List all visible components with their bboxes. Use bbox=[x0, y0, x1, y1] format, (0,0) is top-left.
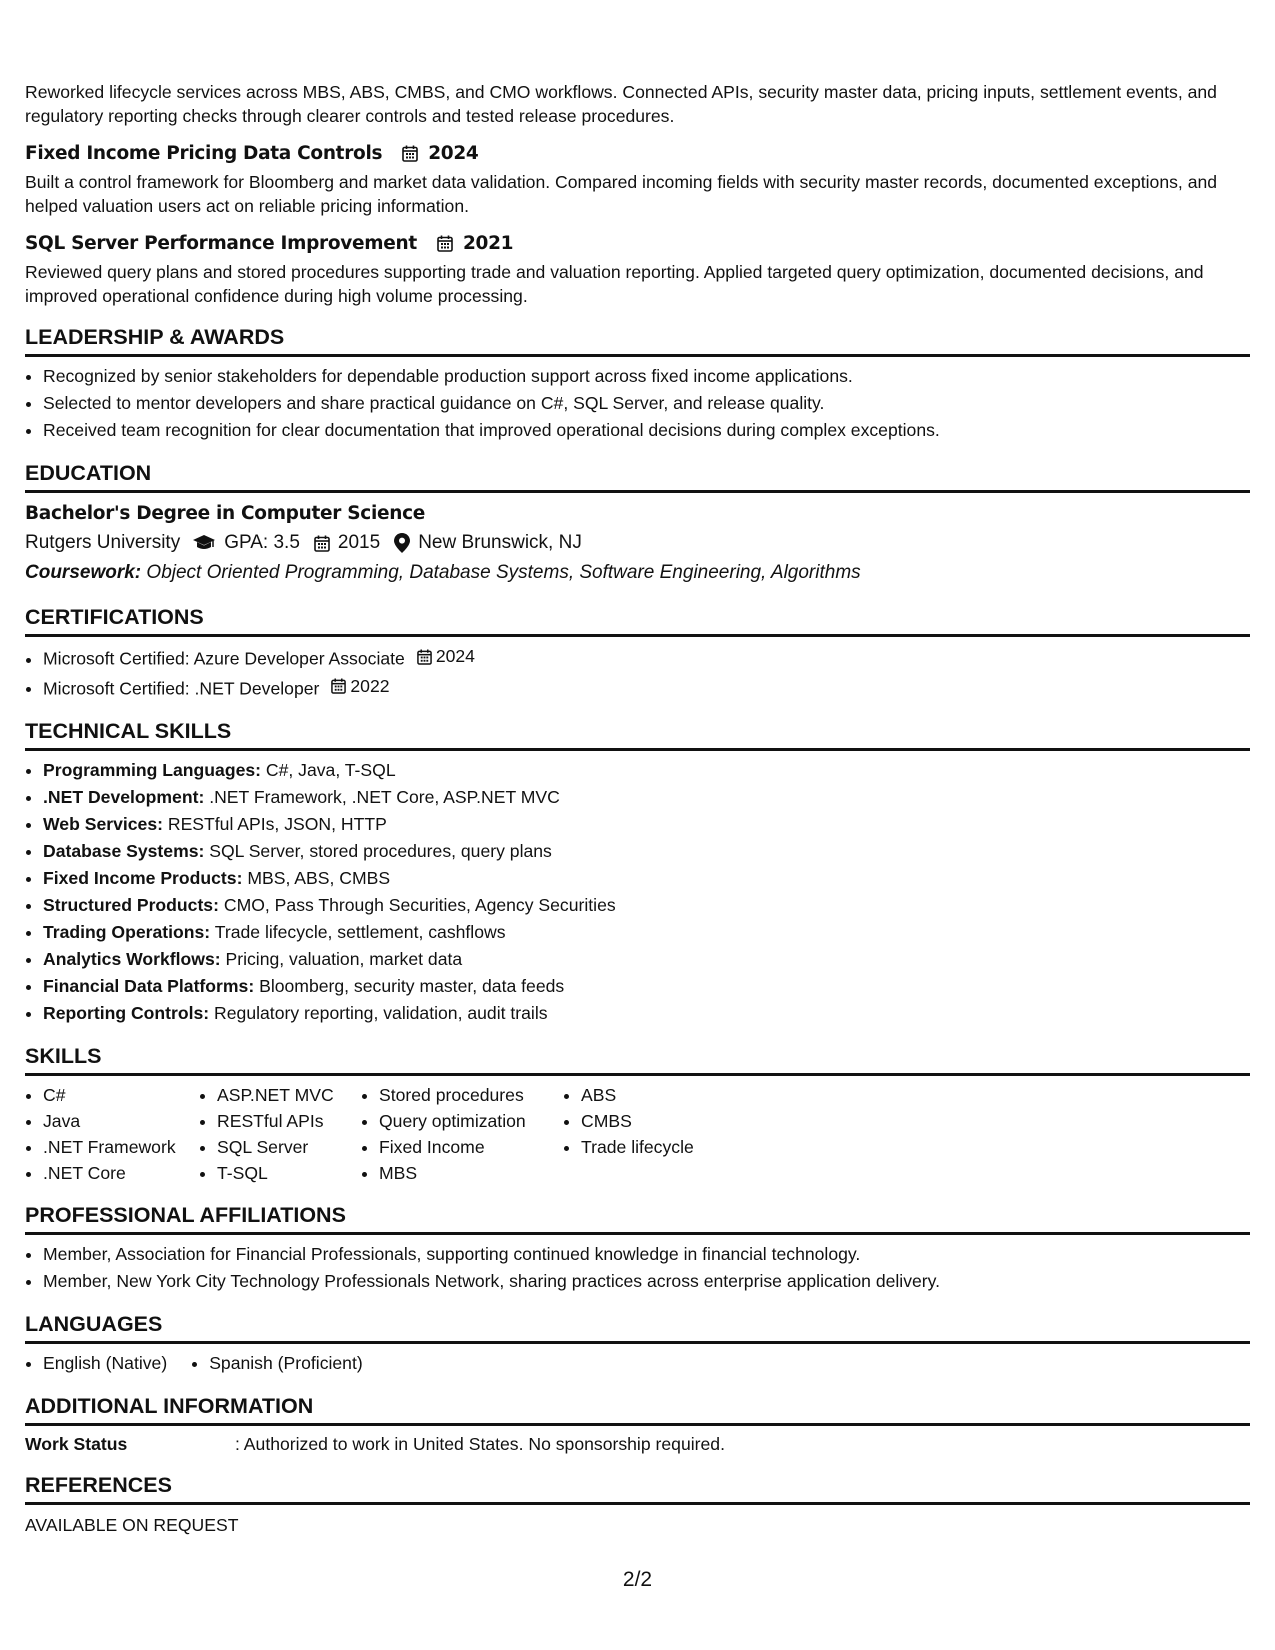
list-item: • Selected to mentor developers and share practical guidance on C#, SQL Server, and release quality. bbox=[43, 390, 1250, 417]
skill-values: C#, Java, T-SQL bbox=[265, 760, 396, 780]
skills-grid bbox=[25, 1082, 1250, 1186]
resume-page bbox=[25, 0, 1250, 1537]
list-item bbox=[43, 811, 1250, 838]
project-year: 2024 bbox=[428, 142, 479, 164]
coursework bbox=[25, 558, 1250, 588]
affiliations-section bbox=[25, 1202, 1250, 1295]
skill-category: Reporting Controls: bbox=[43, 1003, 210, 1023]
certifications-section bbox=[25, 604, 1250, 702]
list-item bbox=[43, 973, 1250, 1000]
list-item: • Fixed Income bbox=[379, 1134, 563, 1160]
project-entry bbox=[25, 230, 1250, 308]
certification-name: Microsoft Certified: .NET Developer bbox=[43, 678, 320, 698]
list-item bbox=[43, 784, 1250, 811]
project-title: Fixed Income Pricing Data Controls bbox=[25, 142, 383, 164]
list-item bbox=[43, 757, 1250, 784]
technical-skills-list bbox=[25, 757, 1250, 1027]
list-item bbox=[43, 919, 1250, 946]
skill-category: Analytics Workflows: bbox=[43, 949, 221, 969]
skill-values: Pricing, valuation, market data bbox=[225, 949, 463, 969]
section-title: SKILLS bbox=[25, 1043, 1250, 1076]
technical-skills-section bbox=[25, 718, 1250, 1027]
language-column bbox=[191, 1350, 363, 1377]
skill-category: Programming Languages: bbox=[43, 760, 261, 780]
project-heading bbox=[25, 140, 1250, 166]
skill-values: Bloomberg, security master, data feeds bbox=[259, 976, 565, 996]
section-title: REFERENCES bbox=[25, 1472, 1250, 1505]
project-year: 2021 bbox=[462, 232, 514, 254]
list-item: • C# bbox=[43, 1082, 199, 1108]
list-item: • Received team recognition for clear documentation that improved operational decisions during complex exceptions. bbox=[43, 417, 1250, 444]
list-item: • Stored procedures bbox=[379, 1082, 563, 1108]
section-title: LANGUAGES bbox=[25, 1311, 1250, 1344]
skill-values: MBS, ABS, CMBS bbox=[247, 868, 391, 888]
skill-values: .NET Framework, .NET Core, ASP.NET MVC bbox=[209, 787, 560, 807]
skills-column bbox=[25, 1082, 199, 1186]
work-status-value: : Authorized to work in United States. No sponsorship required. bbox=[235, 1434, 725, 1454]
list-item bbox=[43, 673, 1250, 703]
skill-values: RESTful APIs, JSON, HTTP bbox=[167, 814, 387, 834]
list-item bbox=[43, 643, 1250, 673]
list-item: • MBS bbox=[379, 1160, 563, 1186]
section-title: LEADERSHIP & AWARDS bbox=[25, 324, 1250, 357]
list-item: • Spanish (Proficient) bbox=[209, 1350, 363, 1377]
skill-category: Trading Operations: bbox=[43, 922, 211, 942]
skill-category: Structured Products: bbox=[43, 895, 219, 915]
school-name: Rutgers University bbox=[25, 532, 181, 553]
list-item: • ABS bbox=[581, 1082, 781, 1108]
coursework-label: Coursework: bbox=[25, 562, 142, 583]
skill-values: SQL Server, stored procedures, query plans bbox=[209, 841, 552, 861]
project-description: Reviewed query plans and stored procedures supporting trade and valuation reporting. Applied targeted query optimization, documented decisions, and improved operational confidence during high volume processing. bbox=[25, 262, 1204, 306]
skill-category: Financial Data Platforms: bbox=[43, 976, 255, 996]
calendar-icon bbox=[417, 649, 432, 665]
section-title: CERTIFICATIONS bbox=[25, 604, 1250, 637]
references-section bbox=[25, 1472, 1250, 1537]
list-item: • RESTful APIs bbox=[217, 1108, 361, 1134]
languages-list bbox=[25, 1350, 1250, 1377]
list-item: • Recognized by senior stakeholders for dependable production support across fixed income applications. bbox=[43, 363, 1250, 390]
map-pin-icon bbox=[394, 533, 410, 553]
list-item bbox=[43, 946, 1250, 973]
calendar-icon bbox=[314, 535, 330, 552]
education-section bbox=[25, 460, 1250, 588]
skill-category: .NET Development: bbox=[43, 787, 205, 807]
skill-category: Web Services: bbox=[43, 814, 163, 834]
experience-description: Reworked lifecycle services across MBS, ABS, CMBS, and CMO workflows. Connected APIs, security master data, pricing inputs, settlement events, and regulatory reporting checks through clearer controls and tested release procedures. bbox=[25, 82, 1217, 126]
coursework-list: Object Oriented Programming, Database Systems, Software Engineering, Algorithms bbox=[146, 562, 861, 583]
work-status-label: Work Status bbox=[25, 1434, 128, 1454]
list-item: • ASP.NET MVC bbox=[217, 1082, 361, 1108]
graduation-year: 2015 bbox=[337, 532, 381, 553]
list-item: • Member, Association for Financial Professionals, supporting continued knowledge in financial technology. bbox=[43, 1241, 1250, 1268]
school-location: New Brunswick, NJ bbox=[418, 532, 582, 553]
calendar-icon bbox=[331, 678, 346, 694]
skill-category: Fixed Income Products: bbox=[43, 868, 243, 888]
list-item: • Trade lifecycle bbox=[581, 1134, 781, 1160]
additional-info-section bbox=[25, 1393, 1250, 1456]
affiliations-list bbox=[25, 1241, 1250, 1295]
certification-name: Microsoft Certified: Azure Developer Associate bbox=[43, 648, 405, 669]
skill-values: CMO, Pass Through Securities, Agency Securities bbox=[223, 895, 616, 915]
section-title: ADDITIONAL INFORMATION bbox=[25, 1393, 1250, 1426]
calendar-icon bbox=[402, 145, 418, 162]
list-item: • Java bbox=[43, 1108, 199, 1134]
language-column bbox=[25, 1350, 167, 1377]
list-item: • .NET Framework bbox=[43, 1134, 199, 1160]
skills-section bbox=[25, 1043, 1250, 1186]
degree-title: Bachelor's Degree in Computer Science bbox=[25, 503, 426, 524]
leadership-list bbox=[25, 363, 1250, 444]
skills-column bbox=[199, 1082, 361, 1186]
list-item bbox=[43, 865, 1250, 892]
project-description: Built a control framework for Bloomberg and market data validation. Compared incoming fields with security master records, documented exceptions, and helped valuation users act on reliable pricing information. bbox=[25, 172, 1218, 216]
list-item bbox=[43, 892, 1250, 919]
page-number: 2/2 bbox=[622, 1568, 653, 1591]
project-heading bbox=[25, 230, 1250, 256]
graduation-cap-icon bbox=[192, 534, 216, 552]
section-title: EDUCATION bbox=[25, 460, 1250, 493]
project-entry bbox=[25, 140, 1250, 218]
list-item: • .NET Core bbox=[43, 1160, 199, 1186]
languages-section bbox=[25, 1311, 1250, 1377]
skill-category: Database Systems: bbox=[43, 841, 205, 861]
skills-column bbox=[563, 1082, 781, 1186]
list-item: • Query optimization bbox=[379, 1108, 563, 1134]
skills-column bbox=[361, 1082, 563, 1186]
list-item bbox=[43, 1000, 1250, 1027]
certifications-list bbox=[25, 643, 1250, 702]
certification-year: 2022 bbox=[350, 675, 390, 696]
leadership-section bbox=[25, 324, 1250, 444]
references-text: AVAILABLE ON REQUEST bbox=[25, 1515, 239, 1535]
section-title: TECHNICAL SKILLS bbox=[25, 718, 1250, 751]
calendar-icon bbox=[437, 235, 453, 252]
skill-values: Regulatory reporting, validation, audit trails bbox=[214, 1003, 548, 1023]
list-item bbox=[43, 838, 1250, 865]
list-item: • SQL Server bbox=[217, 1134, 361, 1160]
education-details bbox=[25, 528, 1250, 558]
work-status-row bbox=[25, 1432, 1250, 1456]
list-item: • English (Native) bbox=[43, 1350, 167, 1377]
list-item: • T-SQL bbox=[217, 1160, 361, 1186]
section-title: PROFESSIONAL AFFILIATIONS bbox=[25, 1202, 1250, 1235]
project-title: SQL Server Performance Improvement bbox=[25, 232, 417, 254]
certification-year: 2024 bbox=[435, 646, 475, 666]
skill-values: Trade lifecycle, settlement, cashflows bbox=[214, 922, 506, 942]
gpa: GPA: 3.5 bbox=[224, 532, 300, 553]
list-item: • Member, New York City Technology Professionals Network, sharing practices across enterprise application delivery. bbox=[43, 1268, 1250, 1295]
list-item: • CMBS bbox=[581, 1108, 781, 1134]
